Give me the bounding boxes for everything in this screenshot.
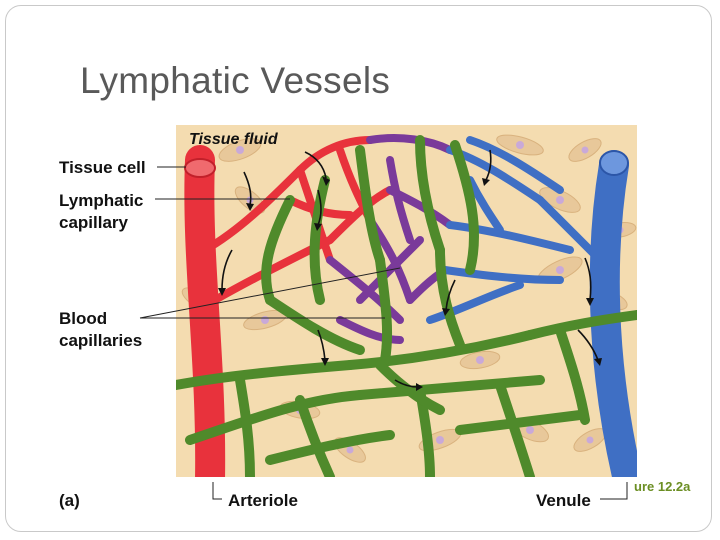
part-label: (a) xyxy=(59,491,80,510)
venule-opening xyxy=(600,151,628,175)
blood-capillaries-label-line2: capillaries xyxy=(59,331,143,350)
arteriole-label: Arteriole xyxy=(228,491,298,510)
lymphatic-capillary-label-line2: capillary xyxy=(59,213,128,232)
illustration xyxy=(176,125,637,480)
arteriole-opening xyxy=(185,159,215,177)
slide-title: Lymphatic Vessels xyxy=(80,60,391,101)
figure-reference: ure 12.2a xyxy=(634,479,691,494)
tissue-cell-label: Tissue cell xyxy=(59,158,146,177)
lymphatic-capillary-label-line1: Lymphatic xyxy=(59,191,144,210)
tissue-fluid-label: Tissue fluid xyxy=(189,131,278,148)
venule-label: Venule xyxy=(536,491,591,510)
blood-capillaries-label-line1: Blood xyxy=(59,309,108,328)
